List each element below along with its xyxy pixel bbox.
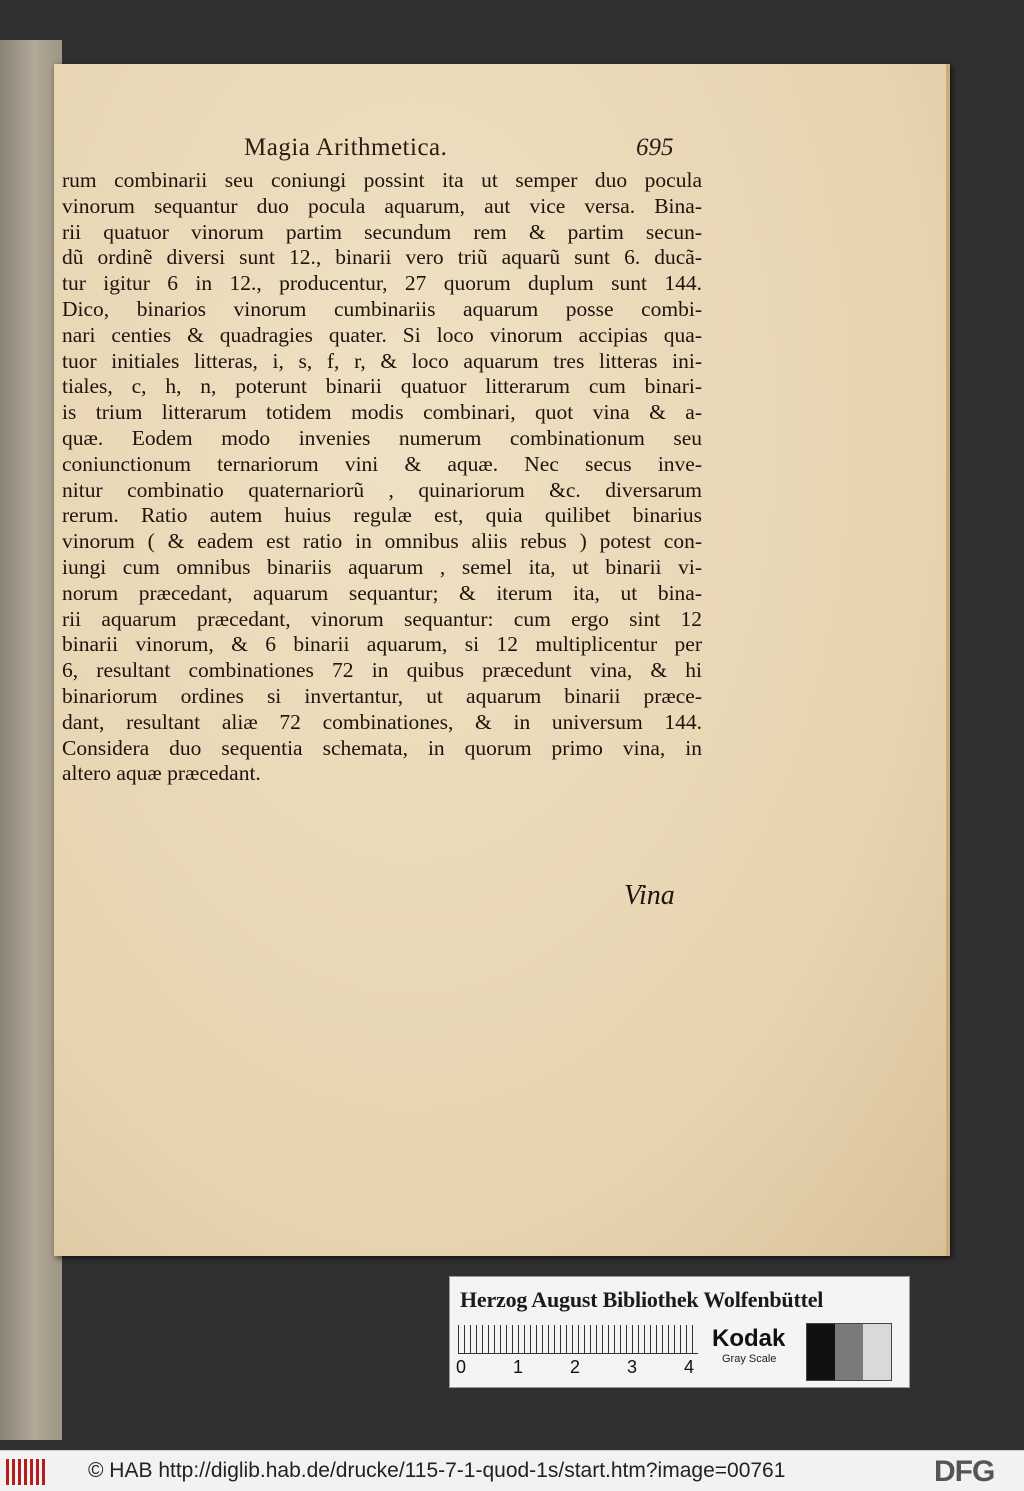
ruler-label: 2 bbox=[570, 1357, 581, 1377]
text-line: tuor initiales litteras, i, s, f, r, & loco aquarum tres litteras ini- bbox=[62, 348, 702, 373]
text-line: norum præcedant, aquarum sequantur; & iterum ita, ut bina- bbox=[62, 580, 702, 605]
text-line: Dico, binarios vinorum cumbinariis aquarum posse combi- bbox=[62, 296, 702, 321]
ruler-label: 3 bbox=[627, 1357, 638, 1377]
text-line: rii aquarum præcedant, vinorum sequantur: cum ergo sint 12 bbox=[62, 606, 702, 631]
text-line: quæ. Eodem modo invenies numerum combinationum seu bbox=[62, 425, 702, 450]
text-line: tur igitur 6 in 12., producentur, 27 quorum duplum sunt 144. bbox=[62, 271, 702, 296]
text-line: is trium litterarum totidem modis combinari, quot vina & a- bbox=[62, 400, 702, 425]
text-line: altero aquæ præcedant. bbox=[62, 761, 261, 786]
catchword: Vina bbox=[624, 880, 675, 911]
text-line: binariorum ordines si invertantur, ut aquarum binarii præce- bbox=[62, 683, 702, 708]
running-head-title: Magia Arithmetica. bbox=[244, 134, 448, 161]
kodak-logo: Kodak bbox=[712, 1325, 786, 1352]
footer-bar bbox=[0, 1450, 1024, 1491]
text-line: rum combinarii seu coniungi possint ita ut semper duo pocula bbox=[62, 168, 702, 192]
ruler-label: 1 bbox=[513, 1357, 524, 1377]
ruler-labels bbox=[456, 1357, 706, 1377]
text-line: nari centies & quadragies quater. Si loco vinorum accipias qua- bbox=[62, 322, 702, 347]
text-line: vinorum sequantur duo pocula aquarum, aut vice versa. Bina- bbox=[62, 193, 702, 218]
color-reference-card bbox=[449, 1276, 910, 1388]
dfg-logo[interactable]: DFG bbox=[934, 1455, 995, 1488]
credit-link[interactable]: © HAB http://diglib.hab.de/drucke/115-7-1-quod-1s/start.htm?image=00761 bbox=[88, 1459, 786, 1482]
text-line: rii quatuor vinorum partim secundum rem & partim secun- bbox=[62, 219, 702, 244]
body-text bbox=[62, 168, 702, 787]
ruler-scale bbox=[458, 1325, 698, 1354]
ruler-label: 0 bbox=[456, 1357, 467, 1377]
text-line: rerum. Ratio autem huius regulæ est, quia quilibet binarius bbox=[62, 503, 702, 528]
text-line: dant, resultant aliæ 72 combinationes, & in universum 144. bbox=[62, 709, 702, 734]
text-line: iungi cum omnibus binariis aquarum , semel ita, ut binarii vi- bbox=[62, 554, 702, 579]
ruler-label: 4 bbox=[684, 1357, 695, 1377]
gray-scale-label: Gray Scale bbox=[722, 1353, 777, 1365]
book-page bbox=[54, 64, 950, 1256]
text-line: Considera duo sequentia schemata, in quorum primo vina, in bbox=[62, 735, 702, 760]
gray-swatches bbox=[806, 1323, 892, 1381]
hab-logo-icon[interactable] bbox=[6, 1459, 48, 1485]
previous-page-edge bbox=[0, 40, 62, 1440]
gray-swatch bbox=[863, 1324, 891, 1380]
library-name: Herzog August Bibliothek Wolfenbüttel bbox=[460, 1287, 824, 1312]
text-line: binarii vinorum, & 6 binarii aquarum, si 12 multiplicentur per bbox=[62, 632, 702, 657]
text-line: dũ ordinẽ diversi sunt 12., binarii vero triũ aquarũ sunt 6. ducã- bbox=[62, 245, 702, 270]
text-line: nitur combinatio quaternariorũ , quinariorum &c. diversarum bbox=[62, 477, 702, 502]
text-line: 6, resultant combinationes 72 in quibus præcedunt vina, & hi bbox=[62, 658, 702, 683]
text-line: coniunctionum ternariorum vini & aquæ. Nec secus inve- bbox=[62, 451, 702, 476]
text-line: vinorum ( & eadem est ratio in omnibus aliis rebus ) potest con- bbox=[62, 529, 702, 554]
text-line: tiales, c, h, n, poterunt binarii quatuor litterarum cum binari- bbox=[62, 374, 702, 399]
gray-swatch bbox=[807, 1324, 835, 1380]
page-number: 695 bbox=[636, 134, 674, 161]
gray-swatch bbox=[835, 1324, 863, 1380]
